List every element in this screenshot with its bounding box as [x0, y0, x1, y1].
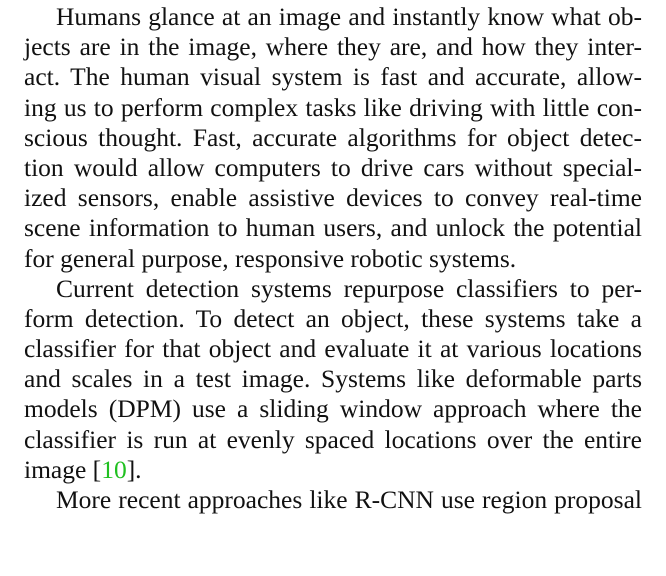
text-line: ing us to perform complex tasks like driving with little con-: [24, 92, 642, 122]
text-line: ized sensors, enable assistive devices to convey real-time: [24, 183, 642, 213]
text-line: scene information to human users, and unlock the potential: [24, 213, 642, 243]
text-line: classifier for that object and evaluate it at various locations: [24, 334, 642, 364]
text-line: jects are in the image, where they are, and how they inter-: [24, 32, 642, 62]
text-line: scious thought. Fast, accurate algorithms for object detec-: [24, 122, 642, 152]
text-line: form detection. To detect an object, these systems take a: [24, 303, 642, 333]
text-line: models (DPM) use a sliding window approach where the: [24, 394, 642, 424]
paragraph-3: [24, 485, 642, 515]
paragraph-2: [24, 274, 642, 485]
text-line: Humans glance at an image and instantly know what ob-: [56, 2, 642, 31]
text-line: tion would allow computers to drive cars without special-: [24, 152, 642, 182]
text-line: and scales in a test image. Systems like deformable parts: [24, 364, 642, 394]
paragraph-1: [24, 2, 642, 274]
text-line: Current detection systems repurpose classifiers to per-: [56, 273, 642, 303]
text-line: classifier is run at evenly spaced locations over the entire: [24, 424, 642, 454]
text-line: act. The human visual system is fast and accurate, allow-: [24, 62, 642, 92]
text-line: for general purpose, responsive robotic systems.: [24, 243, 517, 273]
citation-link[interactable]: 10: [101, 454, 127, 484]
text-line-with-citation: [24, 455, 642, 485]
text-fragment: image [: [24, 454, 102, 484]
text-line: More recent approaches like R-CNN use region proposal: [56, 485, 642, 514]
text-fragment: ].: [126, 454, 142, 484]
